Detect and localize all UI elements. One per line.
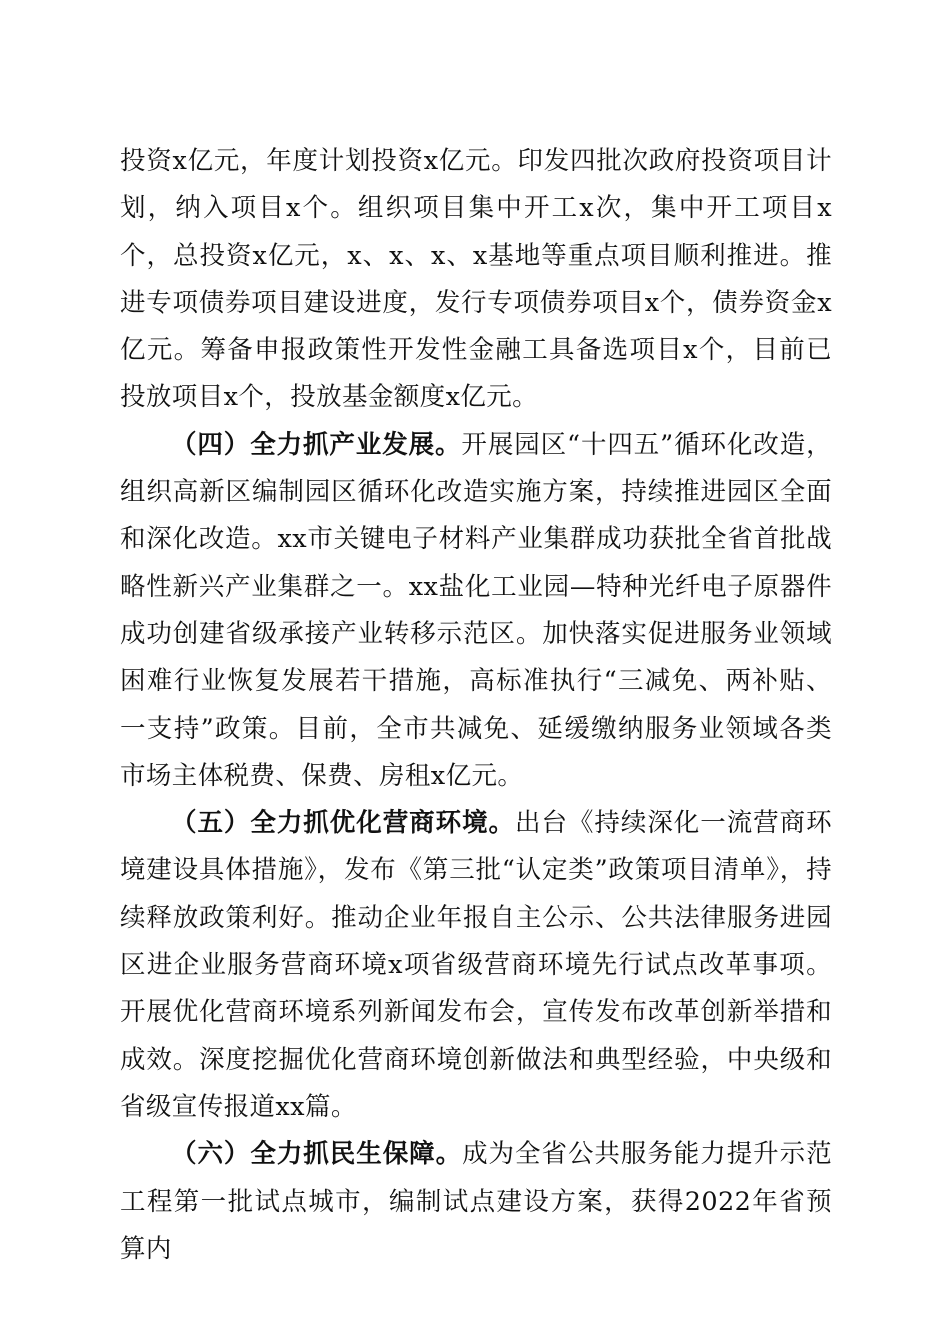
paragraph-business-environment [120,800,832,1131]
document-page [120,138,832,1273]
paragraph-livelihood [120,1131,832,1273]
paragraph-heading: （四）全力抓产业发展。 [171,429,462,460]
paragraph-text: 开展园区“十四五”循环化改造，组织高新区编制园区循环化改造实施方案，持续推进园区全面和深化改造。xx市关键电子材料产业集群成功获批全省首批战略性新兴产业集群之一。xx盐化工业园—特种光纤电子原器件成功创建省级承接产业转移示范区。加快落实促进服务业领域困难行业恢复发展若干措施，高标准执行“三减免、两补贴、一支持”政策。目前，全市共减免、延缓缴纳服务业领域各类市场主体税费、保费、房租x亿元。 [120,429,833,791]
paragraph-text: 出台《持续深化一流营商环境建设具体措施》，发布《第三批“认定类”政策项目清单》，持续释放政策利好。推动企业年报自主公示、公共法律服务进园区进企业服务营商环境x项省级营商环境先行试点改革事项。开展优化营商环境系列新闻发布会，宣传发布改革创新举措和成效。深度挖掘优化营商环境创新做法和典型经验，中央级和省级宣传报道xx篇。 [120,808,832,1122]
paragraph-heading: （五）全力抓优化营商环境。 [171,808,516,839]
paragraph-investment [120,138,832,422]
paragraph-heading: （六）全力抓民生保障。 [171,1139,463,1170]
paragraph-text: 投资x亿元，年度计划投资x亿元。印发四批次政府投资项目计划，纳入项目x个。组织项目集中开工x次，集中开工项目x个，总投资x亿元，x、x、x、x基地等重点项目顺利推进。推进专项债券项目建设进度，发行专项债券项目x个，债券资金x亿元。筹备申报政策性开发性金融工具备选项目x个，目前已投放项目x个，投放基金额度x亿元。 [120,146,832,413]
paragraph-text: 成为全省公共服务能力提升示范工程第一批试点城市，编制试点建设方案，获得2022年省预算内 [120,1139,832,1264]
paragraph-industry [120,422,832,800]
